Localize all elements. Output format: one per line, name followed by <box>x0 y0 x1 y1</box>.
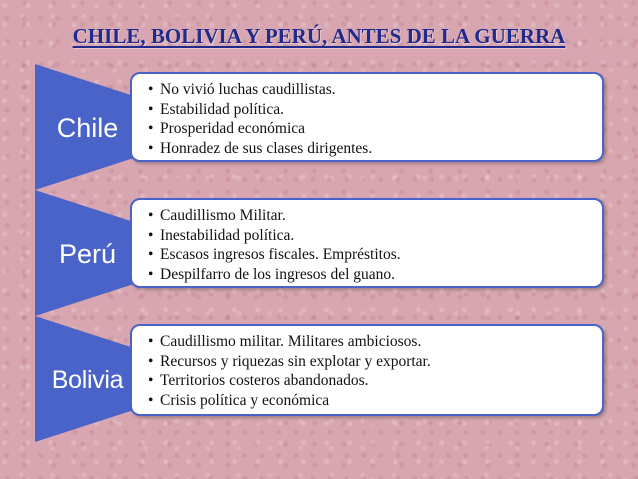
trait-item: • Crisis política y económica <box>148 391 592 411</box>
trait-item: • Territorios costeros abandonados. <box>148 371 592 391</box>
traits-list <box>148 206 592 284</box>
trait-item: • Caudillismo Militar. <box>148 206 592 226</box>
chevron-chile <box>35 64 140 190</box>
slide-title: CHILE, BOLIVIA Y PERÚ, ANTES DE LA GUERRA <box>72 24 566 48</box>
trait-item: • Recursos y riquezas sin explotar y exportar. <box>148 352 592 372</box>
trait-item: • Inestabilidad política. <box>148 226 592 246</box>
trait-item: • Escasos ingresos fiscales. Empréstitos. <box>148 245 592 265</box>
country-row-chile <box>0 64 638 194</box>
trait-item: • Despilfarro de los ingresos del guano. <box>148 265 592 285</box>
chevron-peru <box>35 190 140 316</box>
traits-box-bolivia <box>130 324 604 416</box>
trait-item: • Prosperidad económica <box>148 119 592 139</box>
trait-item: • Caudillismo militar. Militares ambiciosos. <box>148 332 592 352</box>
country-label: Perú <box>58 238 117 269</box>
traits-list <box>148 332 592 410</box>
traits-list <box>148 80 592 158</box>
trait-item: • Honradez de sus clases dirigentes. <box>148 139 592 159</box>
country-label: Bolivia <box>51 365 124 394</box>
country-row-peru <box>0 190 638 320</box>
chevron-bolivia <box>35 316 140 442</box>
traits-box-chile <box>130 72 604 162</box>
trait-item: • No vivió luchas caudillistas. <box>148 80 592 100</box>
country-row-bolivia <box>0 316 638 446</box>
trait-item: • Estabilidad política. <box>148 100 592 120</box>
traits-box-peru <box>130 198 604 288</box>
country-label: Chile <box>56 112 119 143</box>
